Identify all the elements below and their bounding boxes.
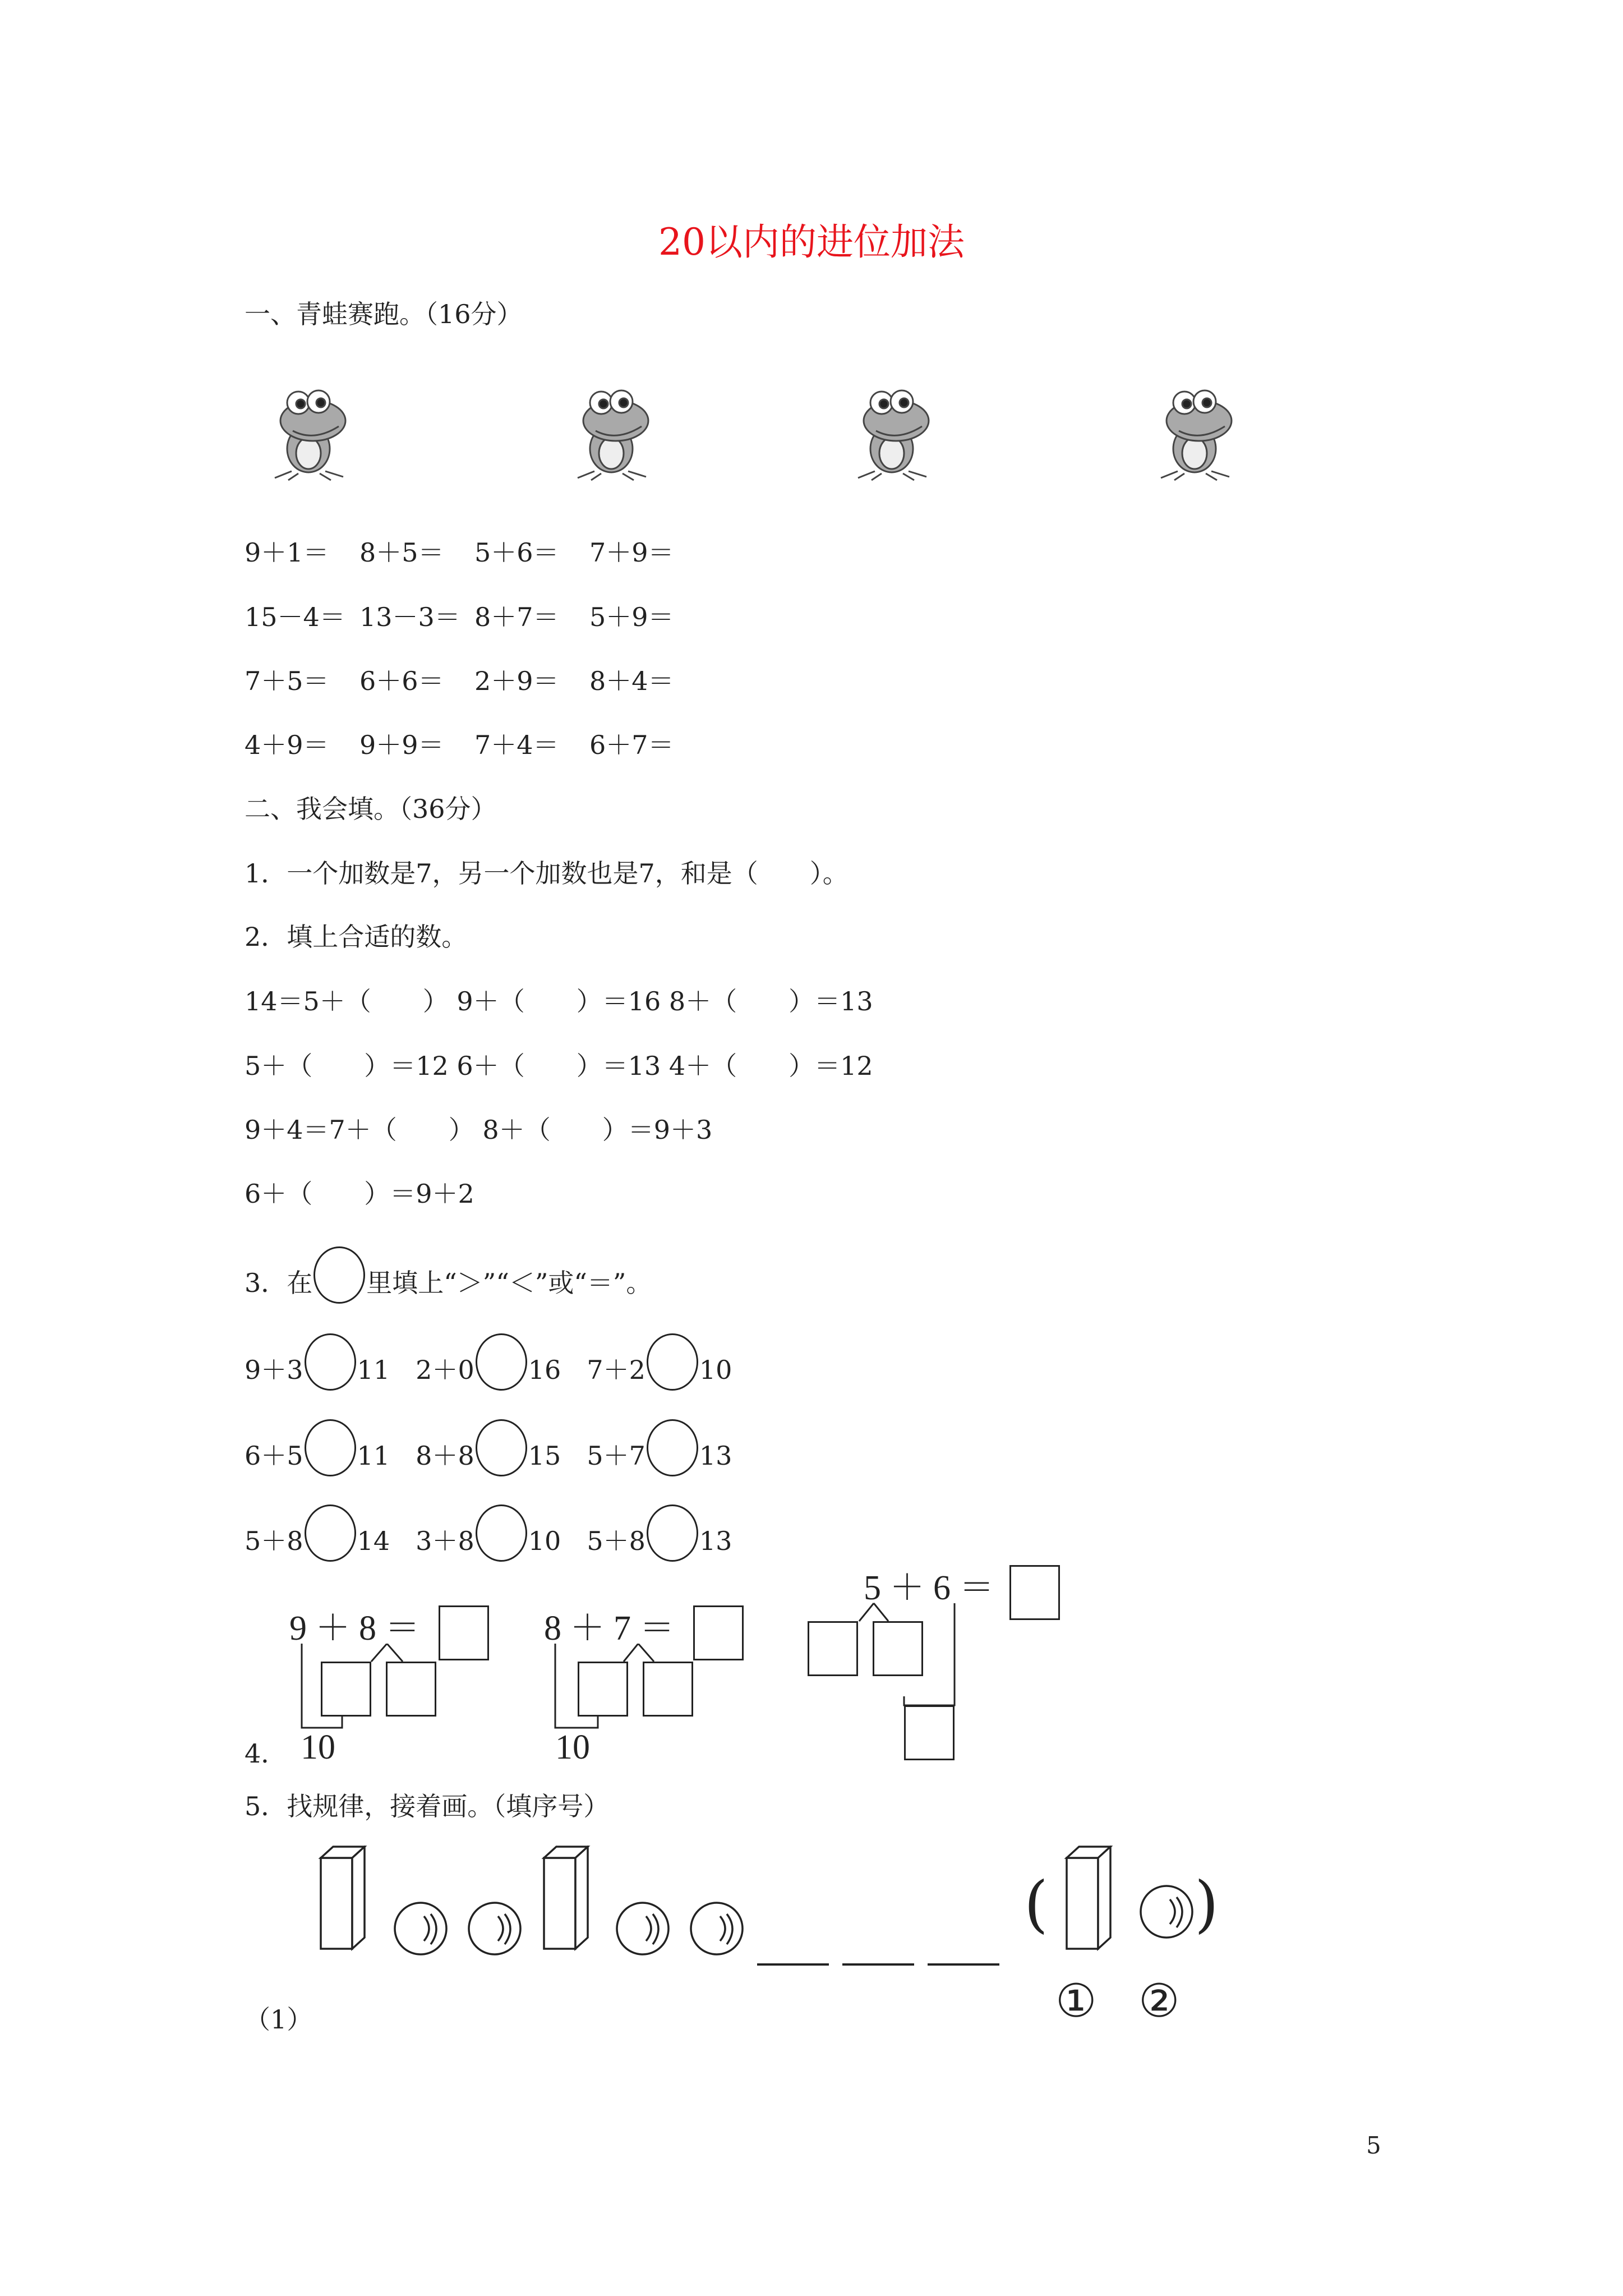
comparison-right: 16 — [528, 1355, 561, 1385]
equation: 7＋4＝ — [474, 730, 559, 760]
equation: 6＋6＝ — [359, 666, 444, 696]
comparison-left: 3＋8 — [416, 1526, 474, 1556]
comparison-left: 9＋3 — [245, 1355, 303, 1385]
frog-icon — [1150, 381, 1239, 482]
equation: 2＋9＝ — [474, 666, 559, 696]
comparison-row — [245, 1515, 732, 1572]
comparison-circle[interactable] — [305, 1333, 356, 1391]
comparison-row — [245, 1429, 732, 1487]
comparison-left: 8＋8 — [416, 1441, 474, 1471]
equation-row — [245, 536, 674, 569]
equation: 9＋9＝ — [359, 730, 444, 760]
answer-box[interactable] — [321, 1662, 371, 1717]
frog-icon — [264, 381, 353, 482]
comparison-left: 5＋7 — [587, 1441, 645, 1471]
page-number: 5 — [1366, 2132, 1381, 2159]
answer-box[interactable] — [386, 1662, 436, 1717]
comparison-circle-sample — [313, 1246, 365, 1304]
fill-in-row: 6＋（ ）＝9＋2 — [245, 1179, 474, 1209]
comparison-circle[interactable] — [305, 1504, 356, 1562]
option-open-paren: ( — [1024, 1868, 1048, 1940]
equation-row — [245, 728, 674, 762]
answer-box[interactable] — [643, 1662, 693, 1717]
equation: 5＋6＝ — [474, 537, 559, 568]
comparison-right: 15 — [528, 1441, 561, 1471]
section1-heading: 一、青蛙赛跑。（16分） — [245, 299, 523, 329]
ten-label: 10 — [555, 1728, 590, 1766]
q3-label-after: 里填上“＞”“＜”或“＝”。 — [366, 1268, 652, 1298]
question-3-label — [245, 1257, 652, 1314]
question-1: 1．一个加数是7，另一个加数也是7，和是（ ）。 — [245, 858, 849, 889]
equation: 8＋4＝ — [589, 666, 674, 696]
option-snail-icon — [1141, 1886, 1192, 1938]
frog-icon — [847, 381, 937, 482]
snail-icon — [469, 1903, 520, 1954]
pattern-sequence — [314, 1846, 1234, 1975]
equation-row — [245, 664, 674, 698]
equation: 7＋5＝ — [245, 666, 329, 696]
equation: 8＋5＝ — [359, 537, 444, 568]
comparison-left: 5＋8 — [245, 1526, 303, 1556]
comparison-right: 13 — [699, 1441, 732, 1471]
answer-box[interactable] — [578, 1662, 628, 1717]
comparison-right: 11 — [357, 1441, 390, 1471]
prism-icon — [321, 1847, 365, 1949]
comparison-circle[interactable] — [476, 1419, 527, 1476]
fill-in-row: 5＋（ ）＝12 6＋（ ）＝13 4＋（ ）＝12 — [245, 1051, 873, 1081]
option-prism-icon — [1067, 1847, 1110, 1949]
comparison-row — [245, 1343, 732, 1401]
make-ten-equation: 9 ＋ 8 ＝ — [289, 1609, 420, 1648]
question-4-label: 4． — [245, 1738, 287, 1769]
comparison-circle[interactable] — [647, 1504, 698, 1562]
fill-in-row: 14＝5＋（ ） 9＋（ ）＝16 8＋（ ）＝13 — [245, 986, 873, 1016]
comparison-circle[interactable] — [647, 1333, 698, 1391]
question-2-label: 2．填上合适的数。 — [245, 922, 468, 952]
q3-label-before: 3．在 — [245, 1268, 313, 1298]
snail-icon — [691, 1903, 743, 1954]
answer-box[interactable] — [1009, 1565, 1060, 1620]
comparison-circle[interactable] — [647, 1419, 698, 1476]
equation: 5＋9＝ — [589, 602, 674, 632]
comparison-right: 14 — [357, 1526, 390, 1556]
option-close-paren: ) — [1195, 1868, 1219, 1940]
answer-box[interactable] — [904, 1705, 955, 1760]
comparison-left: 7＋2 — [587, 1355, 645, 1385]
snail-icon — [617, 1903, 668, 1954]
equation: 6＋7＝ — [589, 730, 674, 760]
equation: 4＋9＝ — [245, 730, 329, 760]
make-ten-equation: 8 ＋ 7 ＝ — [544, 1609, 675, 1648]
comparison-circle[interactable] — [476, 1504, 527, 1562]
equation: 8＋7＝ — [474, 602, 559, 632]
equation-row — [245, 600, 674, 634]
comparison-right: 10 — [528, 1526, 561, 1556]
equation: 15－4＝ — [245, 602, 345, 632]
sub-question-label: （1） — [245, 2004, 313, 2035]
question-5-label: 5．找规律，接着画。（填序号） — [245, 1791, 610, 1821]
comparison-left: 2＋0 — [416, 1355, 474, 1385]
comparison-right: 10 — [699, 1355, 732, 1385]
section2-heading: 二、我会填。（36分） — [245, 794, 497, 824]
choice-2[interactable]: ② — [1138, 1975, 1180, 2028]
comparison-circle[interactable] — [305, 1419, 356, 1476]
prism-icon — [544, 1847, 588, 1949]
comparison-left: 5＋8 — [587, 1526, 645, 1556]
comparison-circle[interactable] — [476, 1333, 527, 1391]
equation: 9＋1＝ — [245, 537, 329, 568]
make-ten-equation: 5 ＋ 6 ＝ — [864, 1569, 994, 1607]
fill-in-row: 9＋4＝7＋（ ） 8＋（ ）＝9＋3 — [245, 1115, 713, 1145]
answer-box[interactable] — [873, 1621, 923, 1676]
comparison-right: 13 — [699, 1526, 732, 1556]
equation: 7＋9＝ — [589, 537, 674, 568]
page-title: 20以内的进位加法 — [658, 220, 965, 264]
frog-icon — [566, 381, 656, 482]
equation: 13－3＝ — [359, 602, 460, 632]
comparison-left: 6＋5 — [245, 1441, 303, 1471]
choice-1[interactable]: ① — [1055, 1975, 1097, 2028]
comparison-right: 11 — [357, 1355, 390, 1385]
answer-box[interactable] — [808, 1621, 858, 1676]
snail-icon — [395, 1903, 446, 1954]
ten-label: 10 — [301, 1728, 335, 1766]
